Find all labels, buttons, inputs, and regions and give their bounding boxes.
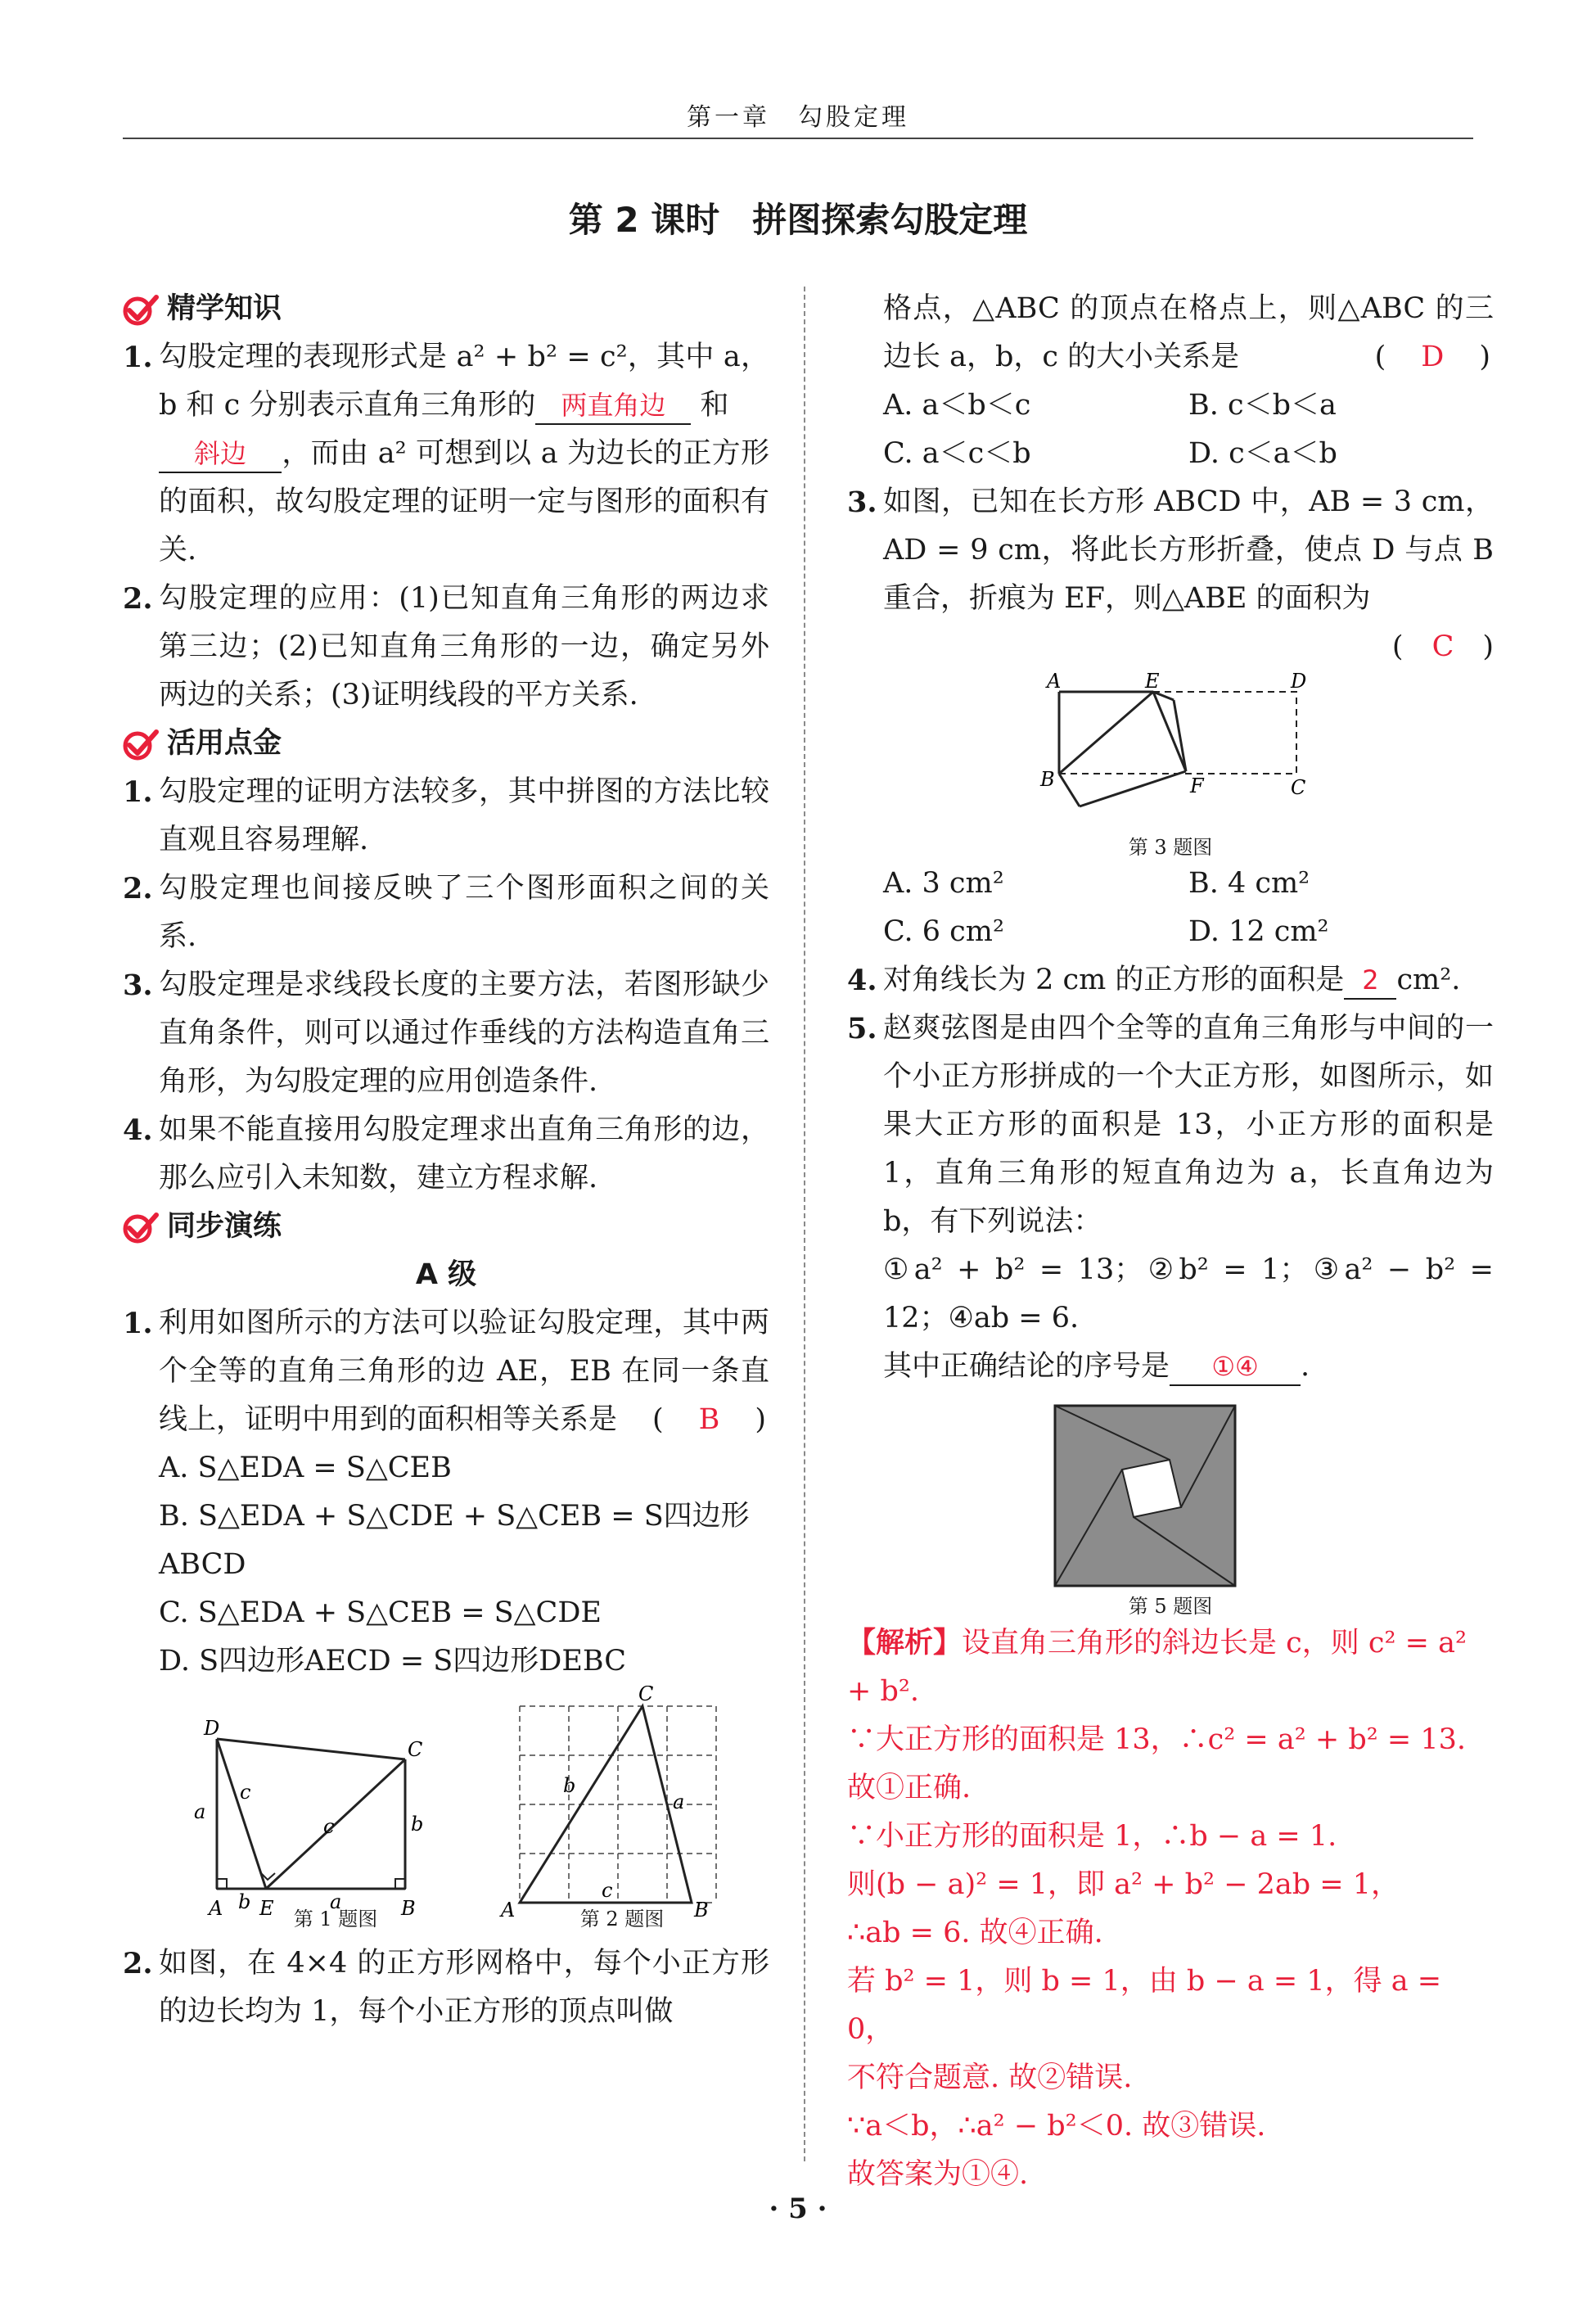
knowledge-item [123, 575, 769, 720]
header-rule [123, 138, 1473, 139]
section-heading-tips [123, 720, 769, 768]
question-text: 利用如图所示的方法可以验证勾股定理，其中两个全等的直角三角形的边 AE，EB 在同一条直线上，证明中用到的面积相等关系是 [159, 1307, 769, 1436]
figure-label: B [401, 1897, 416, 1920]
option-c: C. a＜c＜b [883, 437, 1031, 470]
item-text: 勾股定理的应用：(1)已知直角三角形的两边求第三边；(2)已知直角三角形的一边，确定另外两边的关系；(3)证明线段的平方关系. [159, 582, 769, 711]
question-5: 5. 赵爽弦图是由四个全等的直角三角形与中间的一个小正方形拼成的一个大正方形，如图所示，如果大正方形的面积是 13，小正方形的面积是 1，直角三角形的短直角边为 a，长直角边为 b，有下列说法： ①a² + b² = 13；②b² = 1；③a² − b² = 12；④ab = 6. 其中正确结论的序号是 ①④ . 第 5 题图 [847, 1005, 1494, 1619]
right-column [847, 285, 1494, 2199]
lesson-title-part2: 拼图探索勾股定理 [752, 200, 1028, 240]
analysis-line: 故答案为①④. [847, 2158, 1029, 2191]
item-text: ，而由 a² 可想到以 a 为边长的正方形的面积，故勾股定理的证明一定与图形的面积有关. [159, 437, 769, 567]
item-text: 勾股定理是求线段长度的主要方法，若图形缺少直角条件，则可以通过作垂线的方法构造直角三角形，为勾股定理的应用创造条件. [159, 969, 769, 1098]
analysis-line: ∵小正方形的面积是 1，∴b − a = 1. [847, 1820, 1337, 1853]
item-number: 2. [123, 872, 153, 905]
item-number: 3. [847, 485, 877, 519]
option-a: A. 3 cm² [883, 867, 1004, 900]
analysis-line: 则(b − a)² = 1，即 a² + b² − 2ab = 1， [847, 1868, 1400, 1901]
answer-letter: C [1431, 630, 1454, 663]
figure-5 [1047, 1398, 1243, 1594]
question-statements: ①a² + b² = 13；②b² = 1；③a² − b² = 12；④ab = 6. [883, 1253, 1494, 1334]
figure-label: A [1047, 671, 1062, 693]
answer-bracket: ( D ) [1374, 341, 1494, 373]
item-number: 1. [123, 341, 153, 374]
option-d: D. 12 cm² [1188, 915, 1329, 948]
answer-letter: D [1421, 341, 1448, 373]
figure-caption: 第 1 题图 [293, 1908, 378, 1930]
analysis-tag: 【解析】 [847, 1626, 963, 1660]
answer-bracket: ( B ) [651, 1403, 769, 1436]
analysis-block [847, 1619, 1494, 2199]
tip-item [123, 768, 769, 865]
figure-label: b [563, 1774, 576, 1797]
figure-label: C [1291, 776, 1306, 799]
check-mark-icon [123, 293, 159, 326]
figure-1 [176, 1694, 446, 1931]
option-d: D. c＜a＜b [1188, 437, 1337, 470]
question-text: 如图，在 4×4 的正方形网格中，每个小正方形的边长均为 1，每个小正方形的顶点叫做 [159, 1947, 769, 2028]
item-text: 如果不能直接用勾股定理求出直角三角形的边，那么应引入未知数，建立方程求解. [159, 1113, 769, 1194]
tip-item [123, 865, 769, 961]
item-text: 和 [700, 389, 729, 422]
figure-label: a [673, 1790, 685, 1813]
answer-letter: B [698, 1403, 724, 1436]
item-text: 勾股定理的证明方法较多，其中拼图的方法比较直观且容易理解. [159, 775, 769, 856]
analysis-line: 若 b² = 1，则 b = 1，由 b − a = 1，得 a = 0， [847, 1965, 1442, 2046]
lesson-title [0, 193, 1596, 242]
figure-label: E [1145, 671, 1160, 693]
item-number: 1. [123, 1307, 153, 1340]
item-text: 勾股定理的表现形式是 a² + b² = c²，其中 a，b 和 c 分别表示直角三角形的 [159, 341, 769, 422]
figure-label: B [694, 1899, 709, 1921]
section-heading-practice [123, 1203, 769, 1251]
figure-label: A [209, 1897, 223, 1920]
option-a: A. S△EDA = S△CEB [159, 1452, 452, 1484]
tip-item [123, 1106, 769, 1203]
figure-label: C [638, 1686, 654, 1705]
answer-blank: 2 [1344, 962, 1396, 1000]
left-column [123, 285, 769, 2036]
figure-label: E [259, 1897, 274, 1920]
figure-label: F [1190, 774, 1204, 797]
analysis-line: ∵a＜b，∴a² − b²＜0. 故③错误. [847, 2110, 1266, 2143]
figures-row [123, 1686, 769, 1931]
figure-label: D [1291, 671, 1307, 693]
figure-label: a [330, 1890, 342, 1913]
question-text: 赵爽弦图是由四个全等的直角三角形与中间的一个小正方形拼成的一个大正方形，如图所示，如果大正方形的面积是 13，小正方形的面积是 1，直角三角形的短直角边为 a，长直角边为 b，有下列说法： [883, 1012, 1494, 1238]
answer-bracket: ( C ) [1391, 630, 1494, 663]
figure-label: c [602, 1879, 613, 1902]
analysis-line: 不符合题意. 故②错误. [847, 2061, 1133, 2094]
option-a: A. a＜b＜c [883, 389, 1031, 422]
item-number: 3. [123, 969, 153, 1002]
check-mark-icon [123, 1211, 159, 1244]
item-number: 2. [123, 582, 153, 616]
figure-caption: 第 3 题图 [1128, 836, 1213, 859]
page-number: · 5 · [769, 2192, 827, 2225]
question-3 [847, 478, 1494, 956]
question-2-continued [847, 285, 1494, 478]
section-heading-knowledge [123, 285, 769, 333]
option-c: C. S△EDA + S△CEB = S△CDE [159, 1596, 602, 1629]
question-text: 其中正确结论的序号是 [883, 1350, 1170, 1383]
figure-label: b [238, 1890, 251, 1913]
figure-label: a [194, 1800, 206, 1823]
question-4 [847, 956, 1494, 1005]
lesson-title-part1: 第 2 课时 [568, 200, 720, 240]
item-number: 5. [847, 1012, 877, 1045]
figure-label: c [240, 1781, 251, 1804]
figure-caption: 第 5 题图 [1128, 1595, 1213, 1618]
level-heading: A 级 [415, 1258, 477, 1291]
section-title: 精学知识 [167, 292, 282, 325]
figure-label: B [1040, 768, 1055, 791]
question-text: 如图，已知在长方形 ABCD 中，AB = 3 cm，AD = 9 cm，将此长方形折叠，使点 D 与点 B 重合，折痕为 EF，则△ABE 的面积为 [883, 485, 1494, 615]
item-number: 1. [123, 775, 153, 809]
figure-label: c [323, 1815, 335, 1838]
option-b: B. S△EDA + S△CDE + S△CEB = S四边形ABCD [159, 1500, 750, 1581]
check-mark-icon [123, 728, 159, 761]
item-text: 勾股定理也间接反映了三个图形面积之间的关系. [159, 872, 769, 953]
figure-label: C [408, 1738, 423, 1761]
figure-label: D [204, 1717, 220, 1740]
knowledge-item [123, 333, 769, 575]
question-text: 格点，△ABC 的顶点在格点上，则△ABC 的三边长 a，b，c 的大小关系是 [883, 292, 1494, 373]
analysis-line: 设直角三角形的斜边长是 c，则 c² = a² + b². [847, 1627, 1467, 1708]
running-header: 第一章 勾股定理 [687, 103, 909, 132]
question-1 [123, 1299, 769, 1686]
figure-3 [1030, 671, 1341, 835]
section-title: 活用点金 [167, 727, 282, 760]
answer-blank: 斜边 [159, 436, 282, 473]
option-b: B. 4 cm² [1188, 867, 1310, 900]
option-d: D. S四边形AECD = S四边形DEBC [159, 1645, 627, 1678]
analysis-line: ∵大正方形的面积是 13，∴c² = a² + b² = 13. 故①正确. [847, 1723, 1467, 1804]
figure-label: b [411, 1813, 424, 1836]
question-text: cm². [1396, 964, 1461, 996]
question-text: 对角线长为 2 cm 的正方形的面积是 [883, 964, 1345, 996]
item-number: 4. [123, 1113, 153, 1147]
analysis-line: ∴ab = 6. 故④正确. [847, 1917, 1103, 1949]
figure-2 [491, 1686, 753, 1923]
tip-item [123, 961, 769, 1106]
figure-caption: 第 2 题图 [579, 1908, 665, 1930]
item-number: 2. [123, 1947, 153, 1980]
option-b: B. c＜b＜a [1188, 389, 1337, 422]
column-divider [804, 287, 805, 2161]
answer-blank: ①④ [1170, 1348, 1301, 1386]
question-2 [123, 1939, 769, 2036]
figure-label: A [501, 1899, 516, 1921]
section-title: 同步演练 [167, 1210, 282, 1243]
option-c: C. 6 cm² [883, 915, 1004, 948]
item-number: 4. [847, 964, 877, 997]
answer-blank: 两直角边 [535, 387, 691, 425]
